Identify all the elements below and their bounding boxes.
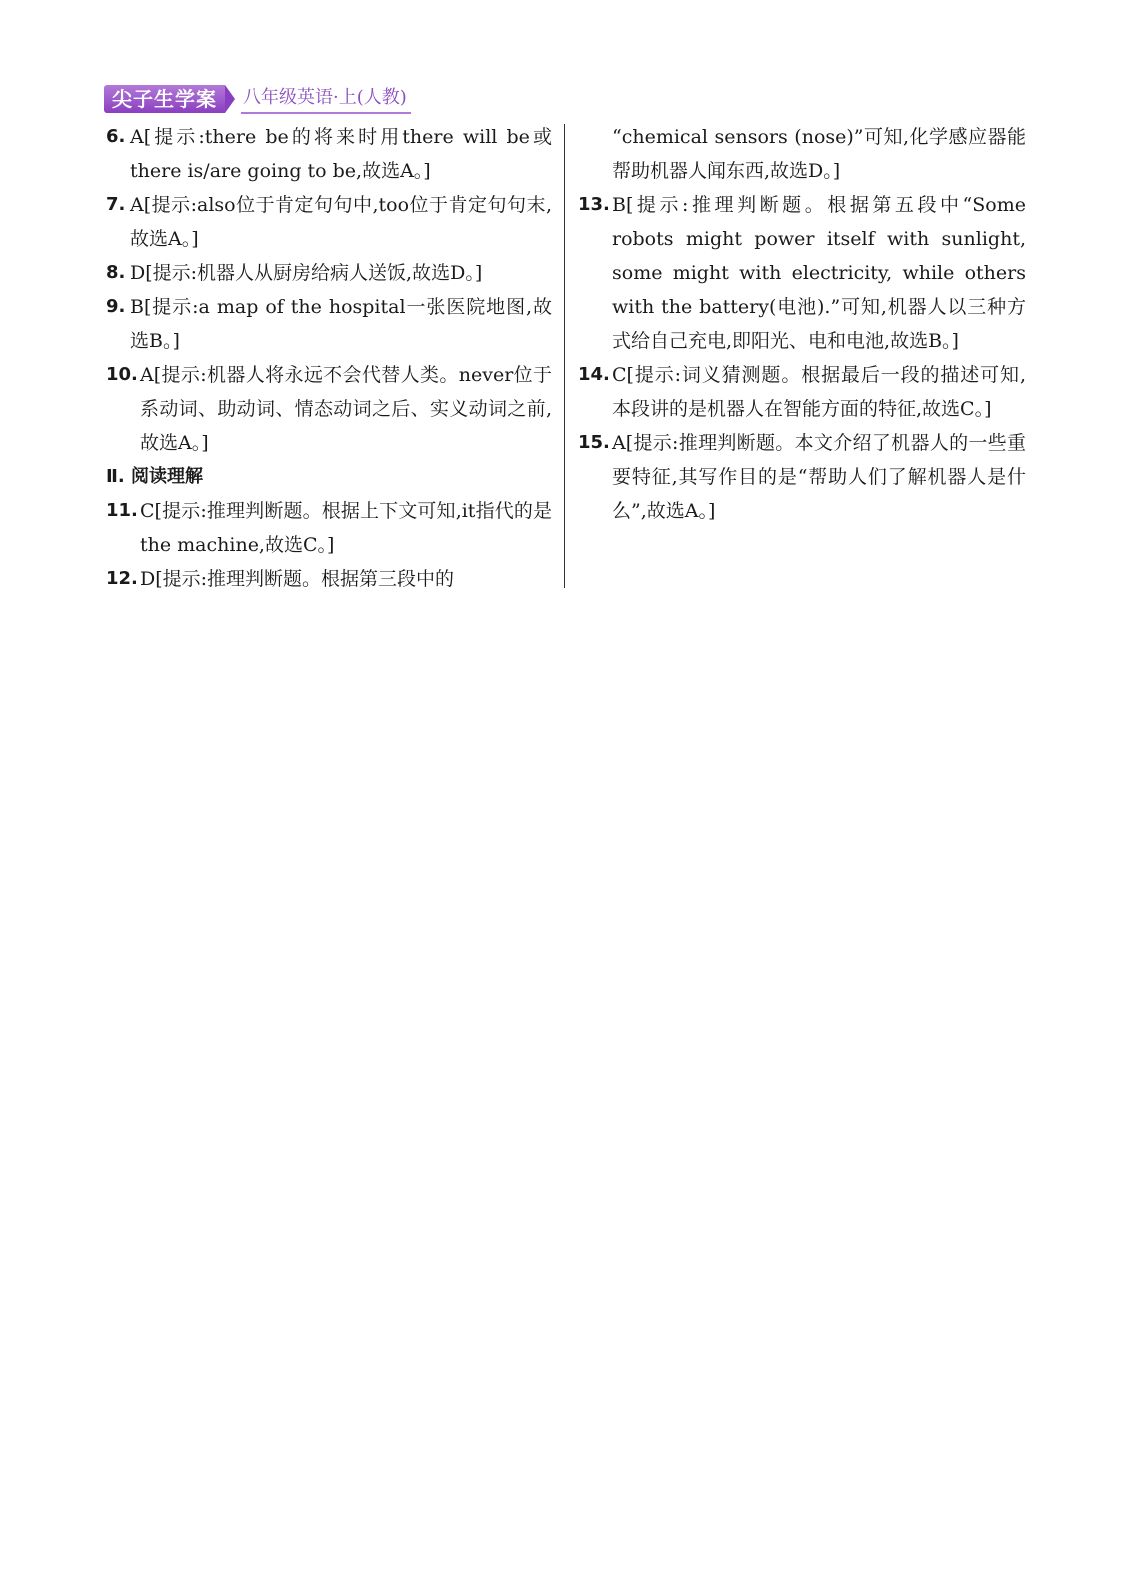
- answer-number: 13.: [578, 194, 610, 215]
- answer-item: [106, 120, 552, 188]
- answer-text: A[提示:机器人将永远不会代替人类。never位于系动词、助动词、情态动词之后、实义动词之前,故选A。]: [140, 364, 552, 454]
- right-column: [578, 120, 1026, 528]
- answer-item: [578, 426, 1026, 528]
- answer-number: 10.: [106, 364, 138, 385]
- answer-number: 9.: [106, 296, 126, 317]
- brand-tail-decoration: [225, 85, 235, 113]
- answer-number: 7.: [106, 194, 126, 215]
- book-subtitle: 八年级英语·上(人教): [241, 84, 411, 114]
- answer-text: “chemical sensors (nose)”可知,化学感应器能帮助机器人闻东西,故选D。]: [612, 126, 1026, 182]
- answer-item: [106, 562, 552, 596]
- answer-text: A[提示:there be的将来时用there will be或there is/are going to be,故选A。]: [130, 126, 552, 182]
- answer-number: 11.: [106, 500, 138, 521]
- answer-number: 14.: [578, 364, 610, 385]
- answer-number: 8.: [106, 262, 126, 283]
- answer-text: C[提示:词义猜测题。根据最后一段的描述可知,本段讲的是机器人在智能方面的特征,故选C。]: [612, 364, 1026, 420]
- answer-text: A[提示:推理判断题。本文介绍了机器人的一些重要特征,其写作目的是“帮助人们了解机器人是什么”,故选A。]: [612, 432, 1026, 522]
- answer-text: A[提示:also位于肯定句句中,too位于肯定句句末,故选A。]: [130, 194, 552, 250]
- answer-number: 15.: [578, 432, 610, 453]
- answer-text: D[提示:推理判断题。根据第三段中的: [140, 568, 455, 590]
- answer-item: [106, 188, 552, 256]
- page-header: [104, 84, 411, 114]
- answer-item: [106, 290, 552, 358]
- answer-continuation: [578, 120, 1026, 188]
- answer-item: [106, 494, 552, 562]
- answer-item: [578, 188, 1026, 358]
- brand-logo: 尖子生学案: [104, 85, 225, 113]
- left-column: [106, 120, 552, 596]
- answer-text: B[提示:a map of the hospital一张医院地图,故选B。]: [130, 296, 552, 352]
- section-heading: Ⅱ. 阅读理解: [106, 466, 203, 487]
- answer-item: [106, 358, 552, 460]
- answer-number: 6.: [106, 126, 126, 147]
- answer-number: 12.: [106, 568, 138, 589]
- answer-text: B[提示:推理判断题。根据第五段中“Some robots might power itself with sunlight, some might with electricity, while others with the battery(电池).”可知,机器人以三种方式给自己充电,即阳光、电和电池,故选B。]: [612, 194, 1026, 352]
- answer-item: [578, 358, 1026, 426]
- answer-item: [106, 256, 552, 290]
- answer-text: C[提示:推理判断题。根据上下文可知,it指代的是the machine,故选C。]: [140, 500, 552, 556]
- answer-text: D[提示:机器人从厨房给病人送饭,故选D。]: [130, 262, 483, 284]
- column-divider: [564, 124, 565, 588]
